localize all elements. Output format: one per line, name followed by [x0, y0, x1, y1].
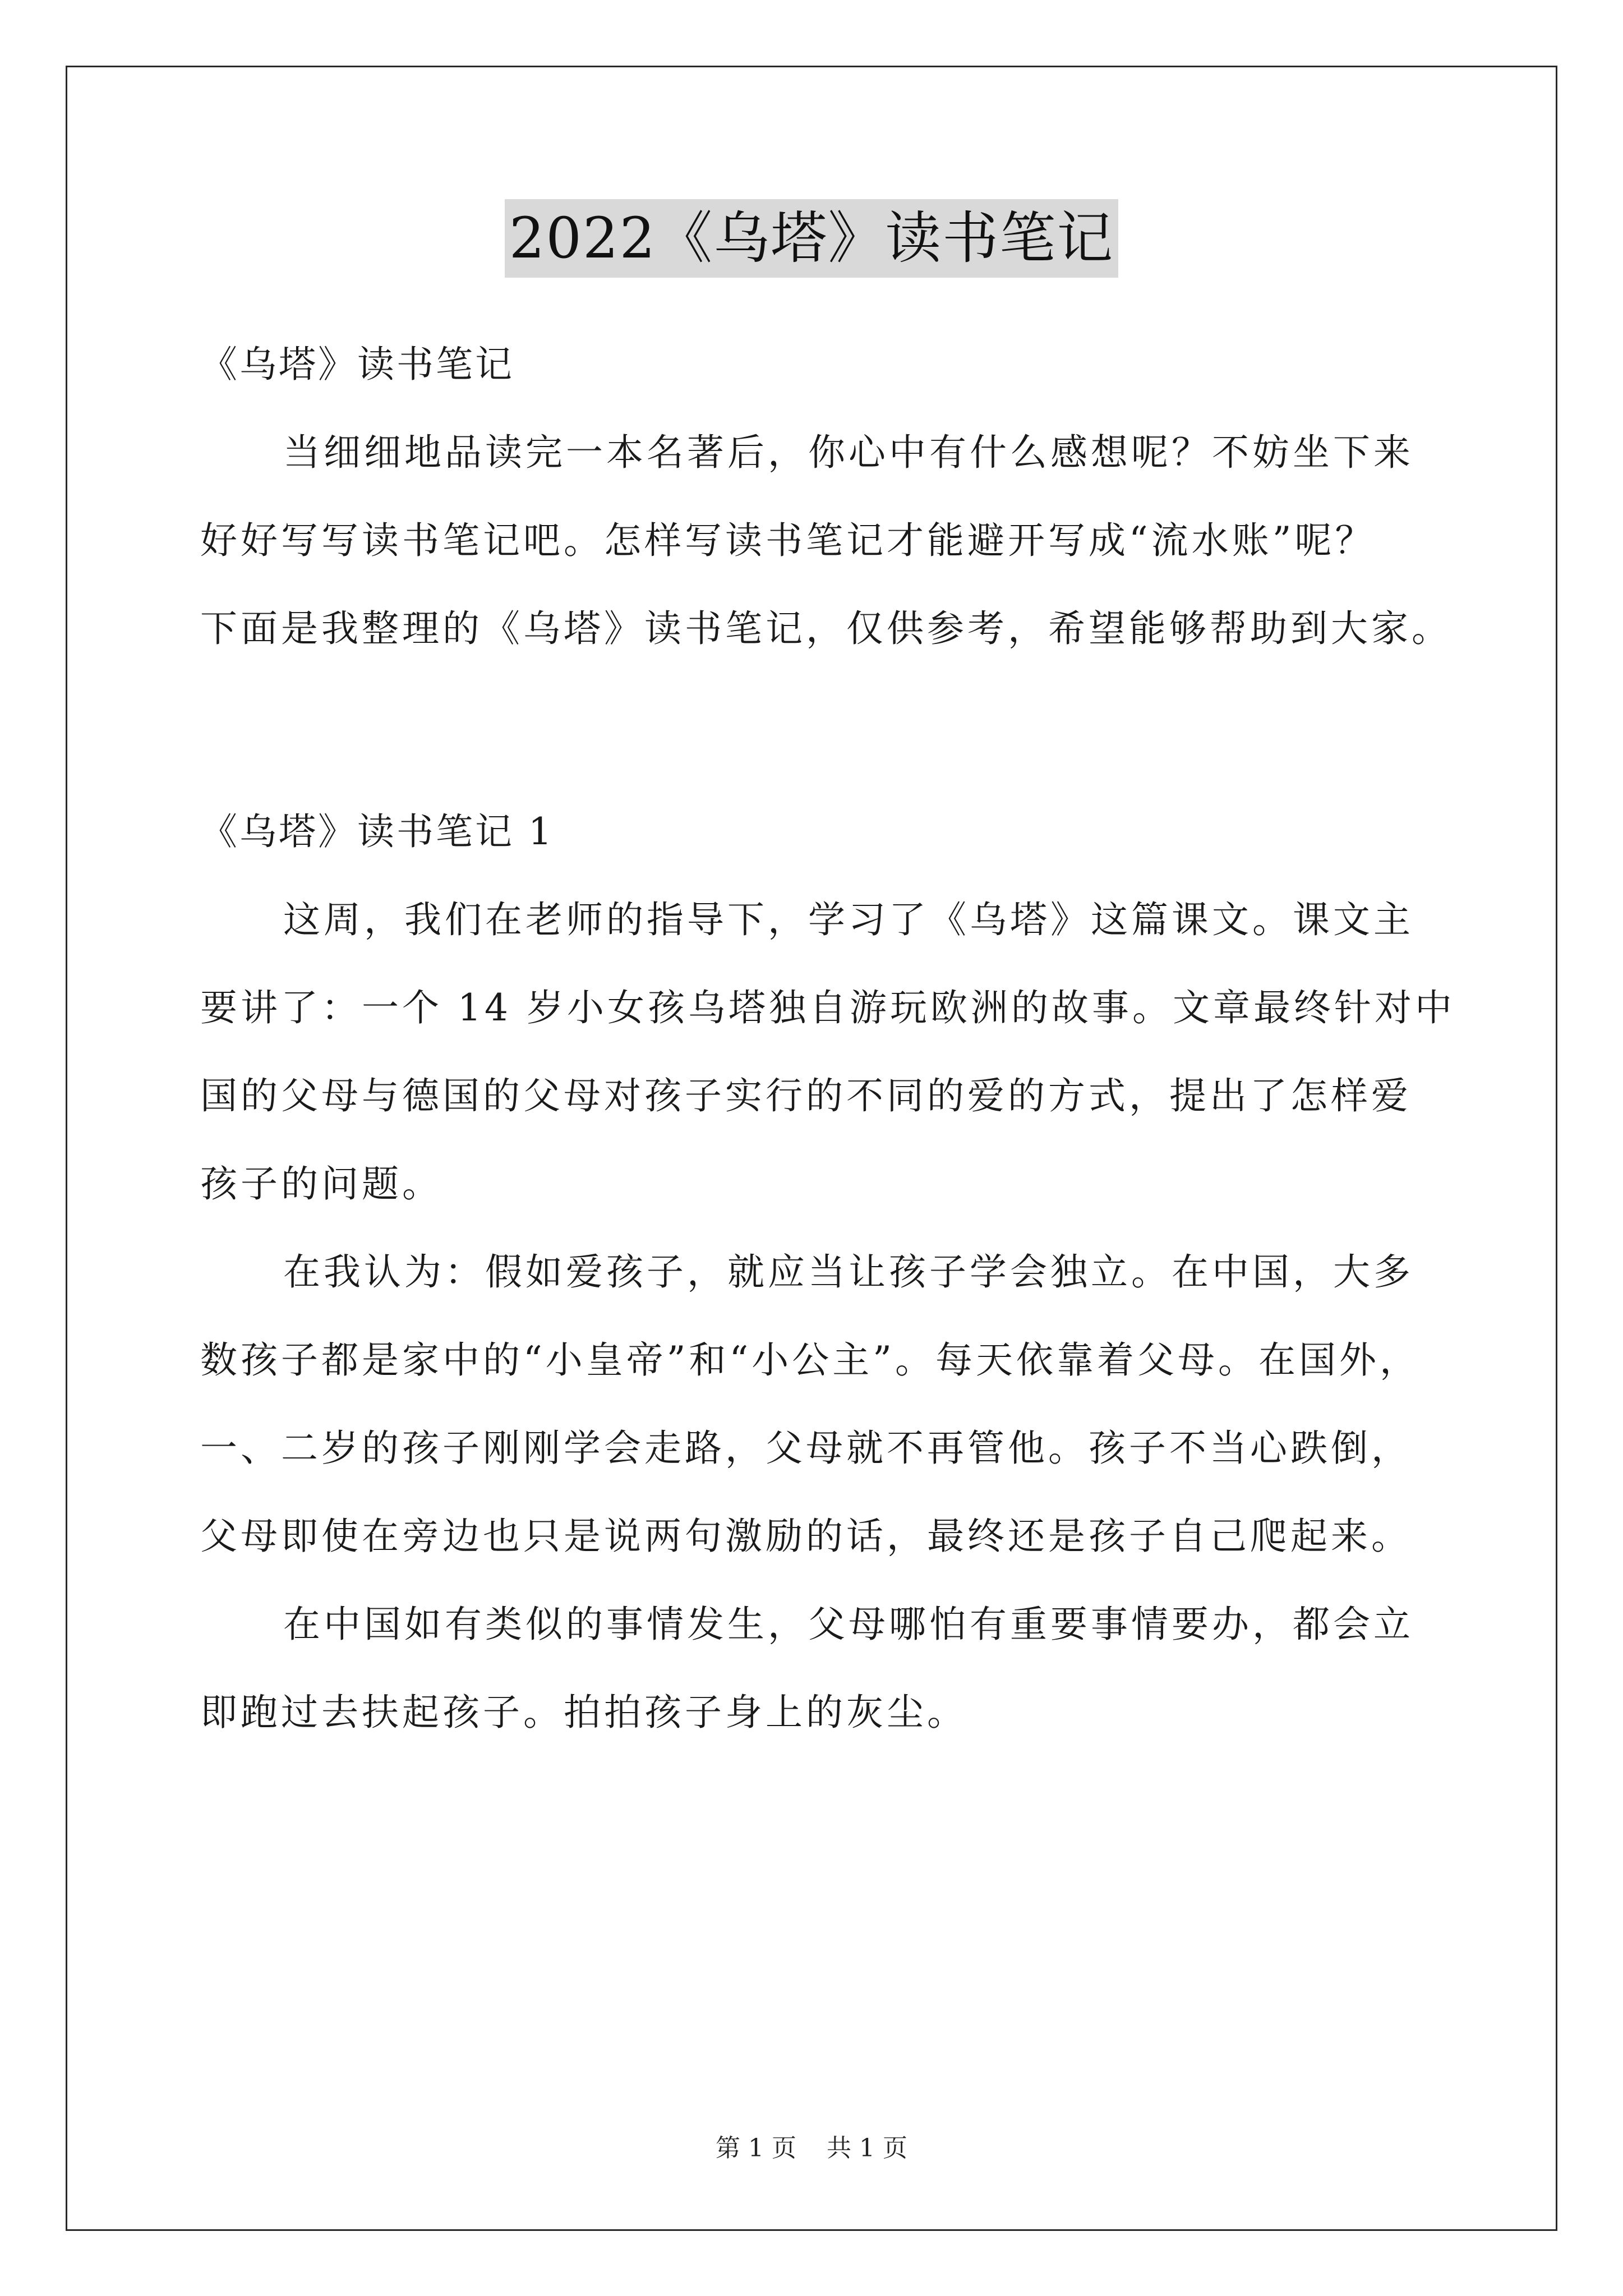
paragraph2-line: 一、二岁的孩子刚刚学会走路，父母就不再管他。孩子不当心跌倒，: [200, 1427, 1412, 1470]
page-number: 第 1 页: [716, 2134, 796, 2162]
paragraph3-line: 即跑过去扶起孩子。拍拍孩子身上的灰尘。: [200, 1691, 967, 1734]
paragraph1-line: 要讲了：一个 14 岁小女孩乌塔独自游玩欧洲的故事。文章最终针对中: [200, 986, 1455, 1029]
paragraph1-line: 孩子的问题。: [200, 1162, 442, 1205]
paragraph1-line: 这周，我们在老师的指导下，学习了《乌塔》这篇课文。课文主: [283, 898, 1414, 941]
paragraph3-line: 在中国如有类似的事情发生，父母哪怕有重要事情要办，都会立: [283, 1603, 1414, 1646]
section-heading: 《乌塔》读书笔记 1: [200, 810, 554, 853]
paragraph2-line: 在我认为：假如爱孩子，就应当让孩子学会独立。在中国，大多: [283, 1250, 1414, 1294]
page-footer: [0, 2132, 1623, 2165]
intro-line: 当细细地品读完一本名著后，你心中有什么感想呢？不妨坐下来: [283, 431, 1414, 474]
paragraph2-line: 数孩子都是家中的“小皇帝”和“小公主”。每天依靠着父母。在国外，: [200, 1338, 1420, 1382]
page-total: 共 1 页: [827, 2134, 907, 2162]
intro-line: 下面是我整理的《乌塔》读书笔记，仅供参考，希望能够帮助到大家。: [200, 607, 1452, 650]
title-container: [0, 199, 1623, 278]
document-title: 2022《乌塔》读书笔记: [505, 199, 1119, 278]
paragraph2-line: 父母即使在旁边也只是说两句激励的话，最终还是孩子自己爬起来。: [200, 1515, 1412, 1558]
intro-line: 好好写写读书笔记吧。怎样写读书笔记才能避开写成“流水账”呢？: [200, 519, 1376, 562]
intro-heading: 《乌塔》读书笔记: [200, 343, 514, 386]
document-body: [200, 337, 1455, 1741]
paragraph1-line: 国的父母与德国的父母对孩子实行的不同的爱的方式，提出了怎样爱: [200, 1074, 1412, 1117]
